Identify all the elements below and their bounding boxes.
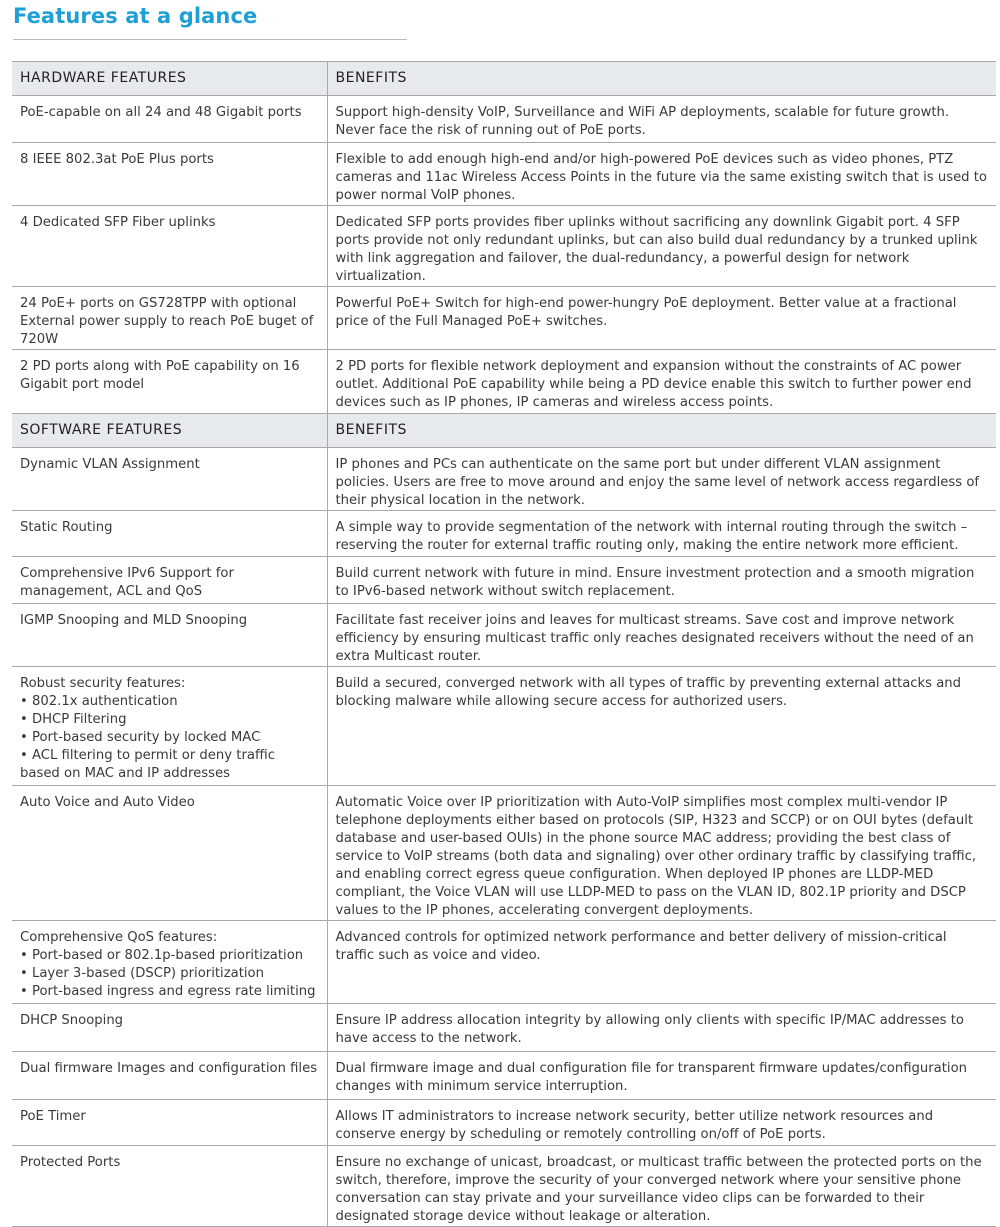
table-row bbox=[12, 448, 996, 511]
table-row bbox=[12, 786, 996, 921]
feature-cell: 4 Dedicated SFP Fiber uplinks bbox=[12, 206, 327, 287]
table-row bbox=[12, 96, 996, 143]
benefit-cell: IP phones and PCs can authenticate on the same port but under different VLAN assignment policies. Users are free to move around and enjoy the same level of network access regardless of their physical location in the network. bbox=[327, 448, 996, 511]
feature-cell: Dynamic VLAN Assignment bbox=[12, 448, 327, 511]
feature-cell: DHCP Snooping bbox=[12, 1004, 327, 1052]
feature-bullet: • Layer 3-based (DSCP) prioritization bbox=[20, 966, 264, 981]
feature-cell: IGMP Snooping and MLD Snooping bbox=[12, 604, 327, 667]
benefit-cell: Ensure IP address allocation integrity by allowing only clients with specific IP/MAC addresses to have access to the network. bbox=[327, 1004, 996, 1052]
software-benefits-header: BENEFITS bbox=[327, 414, 996, 448]
feature-cell: PoE Timer bbox=[12, 1100, 327, 1146]
benefit-cell: Flexible to add enough high-end and/or high-powered PoE devices such as video phones, PTZ cameras and 11ac Wireless Access Points in the future via the same existing switch that is used to power normal VoIP phones. bbox=[327, 143, 996, 206]
benefit-cell: Facilitate fast receiver joins and leaves for multicast streams. Save cost and improve network efficiency by ensuring multicast traffic only reaches designated receivers without the need of an extra Multicast router. bbox=[327, 604, 996, 667]
benefit-cell: Build current network with future in mind. Ensure investment protection and a smooth migration to IPv6-based network without switch replacement. bbox=[327, 557, 996, 604]
feature-cell: Auto Voice and Auto Video bbox=[12, 786, 327, 921]
feature-title: Robust security features: bbox=[20, 676, 186, 691]
feature-cell: Protected Ports bbox=[12, 1146, 327, 1227]
feature-bullet: • Port-based ingress and egress rate limiting bbox=[20, 984, 316, 999]
feature-cell: 2 PD ports along with PoE capability on 16 Gigabit port model bbox=[12, 350, 327, 414]
table-row bbox=[12, 1100, 996, 1146]
software-features-header: SOFTWARE FEATURES bbox=[12, 414, 327, 448]
benefit-cell: Ensure no exchange of unicast, broadcast, or multicast traffic between the protected ports on the switch, therefore, improve the security of your converged network where your sensitive phone conversation can stay private and your surveillance video clips can be forwarded to their designated storage device without leakage or alteration. bbox=[327, 1146, 996, 1227]
table-row bbox=[12, 143, 996, 206]
feature-title: Comprehensive QoS features: bbox=[20, 930, 218, 945]
feature-cell: 8 IEEE 802.3at PoE Plus ports bbox=[12, 143, 327, 206]
hardware-header-row bbox=[12, 62, 996, 96]
hardware-features-header: HARDWARE FEATURES bbox=[12, 62, 327, 96]
feature-bullet-list bbox=[20, 693, 319, 783]
benefit-cell: 2 PD ports for flexible network deployment and expansion without the constraints of AC power outlet. Additional PoE capability while being a PD device enable this switch to further power end devices such as IP phones, IP cameras and wireless access points. bbox=[327, 350, 996, 414]
table-row bbox=[12, 350, 996, 414]
table-row bbox=[12, 557, 996, 604]
feature-cell: 24 PoE+ ports on GS728TPP with optional External power supply to reach PoE buget of 720W bbox=[12, 287, 327, 350]
page-title: Features at a glance bbox=[13, 4, 258, 28]
feature-bullet: • 802.1x authentication bbox=[20, 694, 178, 709]
software-header-row bbox=[12, 414, 996, 448]
title-divider bbox=[13, 39, 407, 40]
feature-cell: Comprehensive IPv6 Support for management, ACL and QoS bbox=[12, 557, 327, 604]
benefit-cell: Allows IT administrators to increase network security, better utilize network resources and conserve energy by scheduling or remotely controlling on/off of PoE ports. bbox=[327, 1100, 996, 1146]
feature-cell: Dual firmware Images and configuration files bbox=[12, 1052, 327, 1100]
table-row bbox=[12, 1004, 996, 1052]
feature-bullet: • Port-based or 802.1p-based prioritization bbox=[20, 948, 304, 963]
benefit-cell: Dual firmware image and dual configuration file for transparent firmware updates/configuration changes with minimum service interruption. bbox=[327, 1052, 996, 1100]
features-table bbox=[12, 61, 996, 1227]
feature-cell: PoE-capable on all 24 and 48 Gigabit ports bbox=[12, 96, 327, 143]
table-row bbox=[12, 667, 996, 786]
table-row bbox=[12, 604, 996, 667]
feature-bullet: • Port-based security by locked MAC bbox=[20, 730, 261, 745]
table-row bbox=[12, 287, 996, 350]
benefit-cell: Dedicated SFP ports provides fiber uplinks without sacrificing any downlink Gigabit port. 4 SFP ports provide not only redundant uplinks, but can also build dual redundancy by a trunked uplink with link aggregation and failover, the dual-redundancy, a powerful design for network virtualization. bbox=[327, 206, 996, 287]
table-row bbox=[12, 1146, 996, 1227]
benefit-cell: Powerful PoE+ Switch for high-end power-hungry PoE deployment. Better value at a fractional price of the Full Managed PoE+ switches. bbox=[327, 287, 996, 350]
feature-cell: Static Routing bbox=[12, 511, 327, 557]
benefit-cell: Automatic Voice over IP prioritization with Auto-VoIP simplifies most complex multi-vendor IP telephone deployments either based on protocols (SIP, H323 and SCCP) or on OUI bytes (default database and user-based OUIs) in the phone source MAC address; providing the best class of service to VoIP streams (both data and signaling) over other ordinary traffic by classifying traffic, and enabling correct egress queue configuration. When deployed IP phones are LLDP-MED compliant, the Voice VLAN will use LLDP-MED to pass on the VLAN ID, 802.1P priority and DSCP values to the IP phones, accelerating convergent deployments. bbox=[327, 786, 996, 921]
benefit-cell: Advanced controls for optimized network performance and better delivery of mission-critical traffic such as voice and video. bbox=[327, 921, 996, 1004]
table-row bbox=[12, 1052, 996, 1100]
hardware-benefits-header: BENEFITS bbox=[327, 62, 996, 96]
table-row bbox=[12, 206, 996, 287]
benefit-cell: Support high-density VoIP, Surveillance and WiFi AP deployments, scalable for future growth. Never face the risk of running out of PoE ports. bbox=[327, 96, 996, 143]
feature-bullet: • DHCP Filtering bbox=[20, 712, 127, 727]
feature-bullet-list bbox=[20, 947, 319, 1001]
feature-bullet: • ACL filtering to permit or deny traffic based on MAC and IP addresses bbox=[20, 748, 275, 781]
benefit-cell: A simple way to provide segmentation of the network with internal routing through the switch – reserving the router for external traffic routing only, making the entire network more efficient. bbox=[327, 511, 996, 557]
table-row bbox=[12, 511, 996, 557]
benefit-cell: Build a secured, converged network with all types of traffic by preventing external attacks and blocking malware while allowing secure access for authorized users. bbox=[327, 667, 996, 786]
feature-cell bbox=[12, 921, 327, 1004]
feature-cell bbox=[12, 667, 327, 786]
table-row bbox=[12, 921, 996, 1004]
